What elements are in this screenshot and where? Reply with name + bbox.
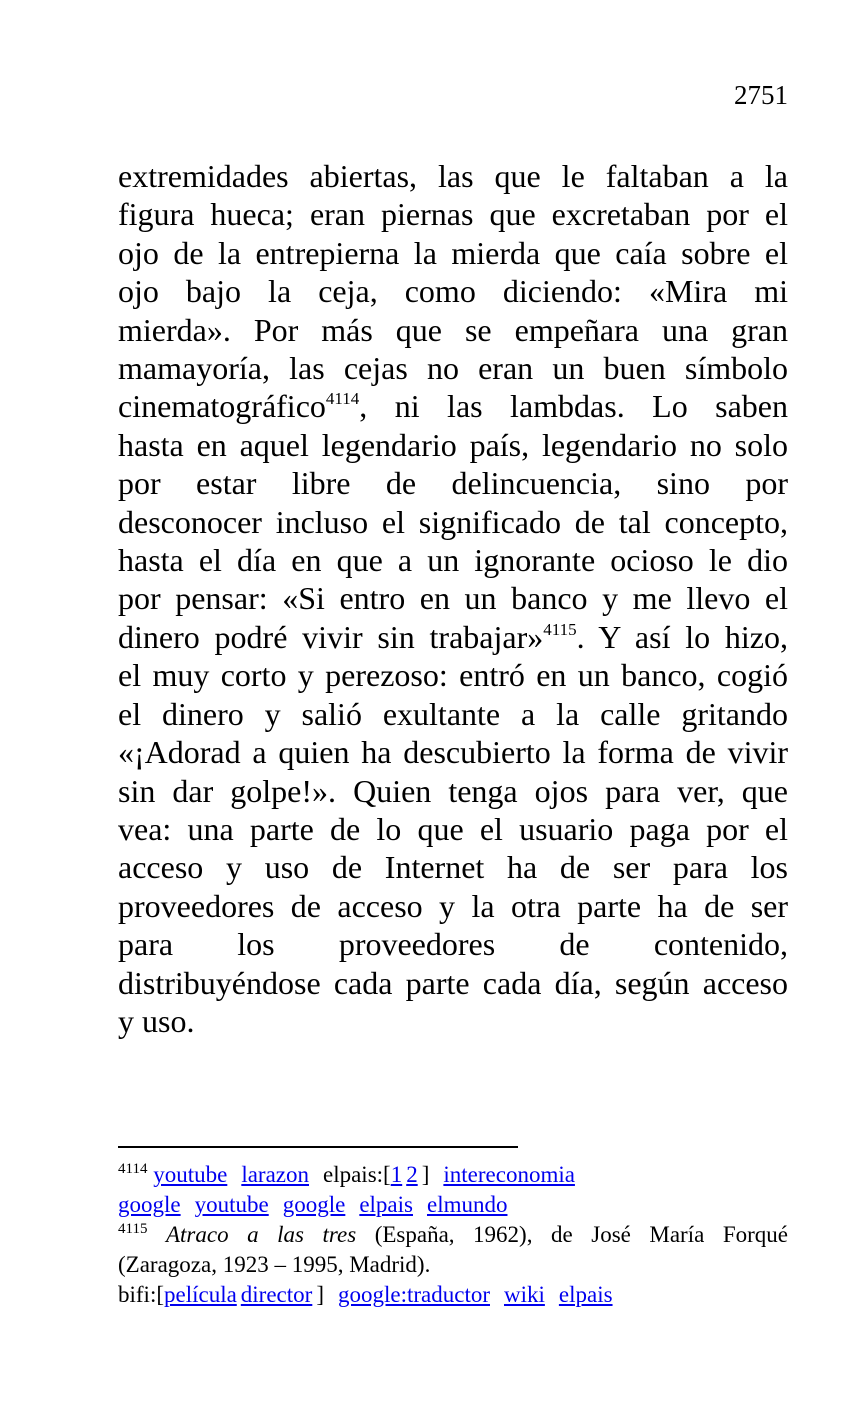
body-line: desconocer incluso el significado de tal concepto,	[118, 503, 788, 540]
body-line: proveedores de acceso y la otra parte ha de ser	[118, 887, 788, 924]
body-text-fragment: dinero podré vivir sin trabajar»	[118, 618, 544, 655]
link-wiki[interactable]: wiki	[504, 1282, 545, 1307]
page-number: 2751	[734, 80, 788, 110]
body-line: mamayoría, las cejas no eran un buen símbolo	[118, 350, 788, 387]
body-line: para los proveedores de contenido,	[118, 926, 788, 963]
body-line: «¡Adorad a quien ha descubierto la forma de vivir	[118, 734, 788, 771]
footnote-4115-line3	[118, 1280, 788, 1310]
bifi-prefix: bifi:[	[118, 1282, 164, 1307]
body-line-with-footnote-ref	[118, 618, 788, 656]
body-line-with-footnote-ref	[118, 387, 788, 425]
elpais-prefix: elpais:[	[323, 1162, 391, 1187]
body-line: hasta en aquel legendario país, legendario no solo	[118, 426, 788, 463]
link-elpais[interactable]: elpais	[558, 1282, 613, 1307]
body-line: ojo de la entrepierna la mierda que caía sobre el	[118, 234, 788, 271]
footnote-4114-line2	[118, 1190, 788, 1220]
body-line: el dinero y salió exultante a la calle gritando	[118, 695, 788, 732]
body-line: y uso.	[118, 1002, 195, 1039]
footnote-number: 4115	[118, 1221, 148, 1237]
link-elpais-2[interactable]: 2	[406, 1162, 418, 1187]
film-title: Atraco a las tres	[165, 1222, 357, 1247]
body-line: figura hueca; eran piernas que excretaban por el	[118, 196, 788, 233]
link-youtube[interactable]: youtube	[153, 1162, 228, 1187]
footnote-separator	[118, 1146, 518, 1148]
footnote-4115-line2: (Zaragoza, 1923 – 1995, Madrid).	[118, 1252, 431, 1277]
body-line: por pensar: «Si entro en un banco y me llevo el	[118, 580, 788, 617]
link-youtube[interactable]: youtube	[194, 1192, 269, 1217]
footnote-4114-line1	[118, 1160, 788, 1190]
footnotes	[118, 1160, 788, 1310]
body-text-fragment: , ni las lambdas. Lo saben	[359, 388, 788, 425]
link-elpais[interactable]: elpais	[359, 1192, 413, 1217]
link-google[interactable]: google	[282, 1192, 346, 1217]
body-line: hasta el día en que a un ignorante ocioso le dio	[118, 542, 788, 579]
body-line: vea: una parte de lo que el usuario paga por el	[118, 810, 788, 847]
link-google[interactable]: google	[118, 1192, 181, 1217]
body-line: distribuyéndose cada parte cada día, según acceso	[118, 964, 788, 1001]
link-pelicula[interactable]: película	[164, 1282, 237, 1307]
link-larazon[interactable]: larazon	[241, 1162, 309, 1187]
footnote-number: 4114	[118, 1161, 148, 1177]
link-google-traductor[interactable]: google:traductor	[337, 1282, 490, 1307]
body-text-fragment: . Y así lo hizo,	[576, 618, 788, 655]
link-director[interactable]: director	[240, 1282, 313, 1307]
body-line: mierda». Por más que se empeñara una gran	[118, 311, 788, 348]
footnote-text: (España, 1962), de José María Forqué	[356, 1222, 788, 1247]
footnote-ref-4114[interactable]: 4114	[325, 389, 360, 409]
body-line: el muy corto y perezoso: entró en un banco, cogió	[118, 657, 788, 694]
link-elmundo[interactable]: elmundo	[426, 1192, 508, 1217]
footnote-4115-line1	[118, 1220, 788, 1250]
body-line: sin dar golpe!». Quien tenga ojos para ver, que	[118, 772, 788, 809]
body-text-fragment: cinematográfico	[118, 388, 326, 425]
body-line: acceso y uso de Internet ha de ser para los	[118, 849, 788, 886]
link-elpais-1[interactable]: 1	[390, 1162, 403, 1187]
body-text	[118, 157, 788, 1040]
body-line: extremidades abiertas, las que le faltaban a la	[118, 158, 788, 194]
elpais-suffix: ]	[421, 1162, 430, 1187]
body-line: ojo bajo la ceja, como diciendo: «Mira mi	[118, 273, 788, 310]
footnote-ref-4115[interactable]: 4115	[543, 619, 577, 639]
link-intereconomia[interactable]: intereconomia	[443, 1162, 575, 1187]
body-line: por estar libre de delincuencia, sino por	[118, 465, 788, 502]
bifi-suffix: ]	[316, 1282, 324, 1307]
